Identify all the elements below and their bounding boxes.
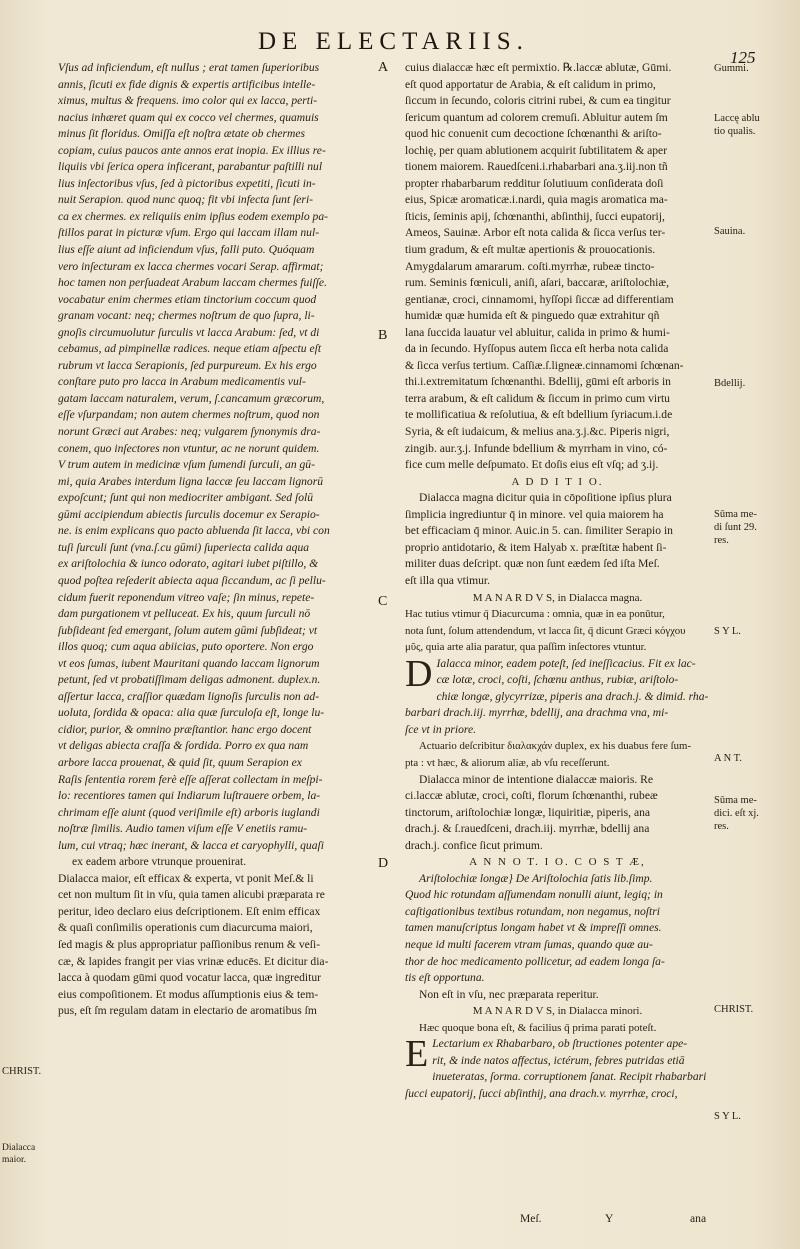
text-line: Ialacca minor, eadem poteſt, ſed ineſſicacius. Fit ex lac- [436, 656, 696, 670]
text-line: eius, Spicæ aromaticæ.i.nardi, quia magis aromatica ma- [405, 193, 668, 207]
text-line: noſtræ ſimilis. Audio tamen viſum eſſe V enetiis ramu- [58, 822, 308, 836]
text-line: lo: recentiores tamen qui Indiarum luſtrauere orbem, la- [58, 789, 321, 803]
text-line: tium gradum, & eſt multæ apertionis & prouocationis. [405, 243, 656, 257]
text-line: Amygdalarum amararum. coſti.myrrhæ, rubeæ tincto- [405, 259, 655, 273]
margin-note-summa: Sūma me- [714, 509, 757, 520]
text-line: vocabatur enim chermes etiam tinctorium coccum quod [58, 292, 317, 306]
page-number: 125 [730, 48, 756, 67]
text-line: rubrum vt lacca Serapionis, ſed purpureum. Ex his ergo [58, 358, 317, 372]
text-line: terra arabum, & eſt calidum & ſiccum in primo cum virtu [405, 391, 670, 405]
text-line: lum, cui vtraq; hæc inerant, & lacca et caryophylli, quaſi [58, 838, 324, 852]
text-line: ximus, multus & frequens. imo color qui ex lacca, perti- [58, 94, 318, 108]
margin-note-summa: dici. eſt xj. [714, 808, 759, 819]
text-line: ſimplicia ingrediuntur q̄ in minore. vel quia maiorem ha [405, 507, 664, 521]
text-line: copiam, cuius paucos ante annos erat inopia. Ex illius re- [58, 143, 326, 157]
right-column [405, 60, 710, 1102]
text-line: nuit Serapion. quod nunc quoq; fit vbi infecta ſunt ſeri- [58, 193, 314, 207]
text-line: pus, eſt ſm regulam datam in electario de aromatibus ſm [58, 1004, 317, 1018]
section-letter-d: D [378, 856, 389, 871]
text-line: peritur, ideo declaro eius deſcriptionem. Eſt enim efficax [58, 904, 321, 918]
text-line: Dialacca maior, eſt efficax & experta, vt ponit Meſ.& li [58, 871, 314, 885]
drop-cap: D [405, 652, 433, 695]
text-line: illos quoq; cum aqua abiicias, puto oportere. Non ergo [58, 640, 314, 654]
text-line: thor de hoc medicamento pollicetur, ad eadem longa ſa- [405, 954, 665, 968]
text-line: Dialacca minor de intentione dialaccæ maioris. Re [419, 772, 654, 786]
page-title: DE ELECTARIIS. [258, 28, 529, 55]
text-line: liquiis vbi ſerica opera inficerant, parabantur paſtilli nul [58, 160, 323, 174]
costae-paragraph [405, 871, 710, 987]
margin-note-syl: S Y L. [714, 1111, 741, 1122]
text-line: Quod hic rotundam aſſumendam nonulli aiunt, legiq; in [405, 888, 663, 902]
sylvius-paragraph [405, 652, 710, 739]
text-line: ſucci eupatorij, ſucci abſinthij, ana drach.v. myrrhæ, croci, [405, 1086, 678, 1100]
text-line: norunt Græci aut Arabes: neq; vulgarem ſynonymis dra- [58, 425, 321, 439]
text-line: lius inſectoribus vſus, ſed à pictoribus expetiti, ſicuti in- [58, 176, 316, 190]
recipe-paragraph [405, 60, 710, 474]
margin-note-summa: di ſunt 29. [714, 522, 757, 533]
text-line: chiæ longæ, glycyrrizæ, piperis ana drach.j. & dimid. rha- [436, 689, 709, 703]
text-line: petunt, ſed vt probatiſſimam deligas admonent. duplex.n. [58, 673, 321, 687]
text-line: tamen manuſcriptus longam habet vt & impreſſi omnes. [405, 921, 662, 935]
text-line: eſſe vſurpandam; non autem chermes noſtrum, quod non [58, 408, 320, 422]
text-line: nacius inhæret quam qui ex cocco vel chermes, quamuis [58, 110, 319, 124]
text-line: ca ex chermes. ex reliquiis enim ipſius eodem exemplo pa- [58, 209, 329, 223]
text-line: drach.j. & ſ.rauedſceni, drach.iij. myrrhæ, bdellij ana [405, 822, 650, 836]
text-line: ſericum quantum ad colorem cremuſi. Abluitur autem ſm [405, 110, 668, 124]
text-line: gnoſis circumuolutur ſurculis vt lacca Arabum: ſed, vt di [58, 325, 320, 339]
text-line: vt eos ſumas, iubent Mauritani quando laccam lignorum [58, 656, 320, 670]
left-column [58, 60, 370, 1020]
text-line: cebamus, ad pimpinellæ radices. neque etiam aſpectu eſt [58, 342, 322, 356]
text-line: Lectarium ex Rhabarbaro, ob ſtructiones potenter ape- [432, 1037, 688, 1051]
text-line: dam purgationem vt pelluceat. Ex his, quum ſurculi nō [58, 607, 311, 621]
text-line: drach.j. confice ſicut primum. [405, 838, 543, 852]
text-line: & ſicca verſus tertium. Caſſiæ.ſ.ligneæ.cinnamomi ſchœnan- [405, 358, 684, 372]
text-line: humidæ quæ humida eſt & pinguedo quæ extrahitur qñ [405, 309, 660, 323]
text-line: Actuario deſcribitur διαλακχάν duplex, ex his duabus fere ſum- [419, 740, 692, 753]
text-line: ci.laccæ ablutæ, croci, coſti, florum ſchœnanthi, rubeæ [405, 789, 658, 803]
text-line: annis, ſicuti ex fide dignis & expertis artificibus intelle- [58, 77, 316, 91]
text-line: uoluta, ſordida & opaca: alia quæ ſurculoſa eſt, longe lu- [58, 706, 325, 720]
text-line: ſed magis & plus appropriatur paſſionibus renum & veſi- [58, 937, 321, 951]
text-line: gentianæ, croci, cinnamomi, hyſſopi ſiccæ ad differentiam [405, 292, 674, 306]
running-head [0, 28, 800, 67]
actuarius-paragraph [405, 738, 710, 771]
text-line: cæ, & lapides frangit per vias vrinæ educēs. Et dicitur dia- [58, 954, 329, 968]
catchword: ana [690, 1212, 707, 1225]
text-line: conem, quo inſectores non vtuntur, ac ne norunt quidem. [58, 441, 320, 455]
margin-note-gummi: Gummi. [714, 63, 749, 74]
section-letter-c: C [378, 594, 388, 609]
text-line: ſtillos parat in picturæ vſum. Ergo qui laccam illam nul- [58, 226, 320, 240]
text-line: expoſcunt; ſunt qui non mediocriter ambigant. Sed ſolū [58, 491, 314, 505]
manardus-paragraph [405, 606, 710, 656]
manardus-heading: M A N A R D V S, in Dialacca minori. [472, 1005, 643, 1018]
left-italic-text [58, 60, 370, 854]
costae-heading: A N N O T. I O. C O S T Æ, [469, 856, 646, 869]
text-line: Dialacca magna dicitur quia in cōpoſitione ipſius plura [419, 491, 672, 505]
text-line: inueteratas, ſorma. corruptionem ſanat. Recipit rhabarbari [432, 1070, 707, 1084]
text-line: cidior, purior, & omnino præſtantior. hanc ergo docent [58, 722, 312, 736]
additio-paragraph [405, 490, 710, 589]
left-roman-text [58, 854, 370, 1019]
text-line: cidum fuerit reponendum vitreo vaſe; ſin minus, repete- [58, 590, 315, 604]
text-line: da in ſecundo. Hyſſopus autem ſicca eſt herba nota calida [405, 342, 669, 356]
text-line: quod hic conuenit cum decoctione ſchœnanthi & ariſto- [405, 127, 662, 141]
text-line: ſiccum in ſecundo, coloris citrini rubei, & cum ea tingitur [405, 94, 671, 108]
text-line: Syria, & eſt iudaicum, & melius ana.ʒ.j.&c. Piperis nigri, [405, 425, 670, 439]
margin-note-summa: res. [714, 535, 729, 546]
text-line: gūmi accipiendum abiectis ſurculis docemur ex Serapio- [58, 507, 320, 521]
text-line: aſſertur lacca, craſſior quædam lignoſis ſurculis non ad- [58, 689, 320, 703]
text-line: eſt illa qua vtimur. [405, 573, 491, 587]
catchword: Meſ. [520, 1212, 542, 1225]
text-line: μῦς, quia arte alia paratur, qua paſſim inſectores vtuntur. [405, 641, 647, 654]
text-line: thi.i.extremitatum ſchœnanthi. Bdellij, gūmi eſt arboris in [405, 375, 671, 389]
text-line: caſtigationibus textibus rotundam, non negamus, noſtri [405, 904, 660, 918]
margin-note-christ: CHRIST. [714, 1004, 754, 1015]
margin-note-bdellij: Bdellij. [714, 378, 746, 389]
text-line: vero inſecturam ex lacca chermes vocari Serap. affirmat; [58, 259, 324, 273]
signature-mark: Y [605, 1212, 614, 1225]
margin-note-summa: Sūma me- [714, 795, 757, 806]
text-line: cuius dialaccæ hæc eſt permixtio. ℞.laccæ ablutæ, Gūmi. [405, 61, 672, 74]
electarium-paragraph [405, 1033, 710, 1102]
manardus-heading: M A N A R D V S, in Dialacca magna. [472, 591, 643, 604]
text-line: quod poſtea reſederit abiecta aqua ſiccandum, ac ſi pellu- [58, 573, 326, 587]
section-letter-b: B [378, 328, 388, 343]
text-line: ſticis, ſeminis apij, ſchœnanthi, abſinthij, ſucci eupatorij, [405, 209, 665, 223]
text-line: ſce vt in priore. [405, 722, 477, 736]
text-line: cet non multum ſit in vſu, quia tamen alicubi præparata re [58, 888, 325, 902]
text-line: ſubſideant ſed emergant, ſolum autem gūmi ſubſideat; vt [58, 623, 318, 637]
margin-note-sauina: Sauina. [714, 226, 746, 237]
manardus-minor-line: Hæc quoque bona eſt, & facilius q̄ prima parati poteſt. [419, 1021, 657, 1034]
text-line: gatam laccam naturalem, verum, ſ.cancamum græcorum, [58, 391, 325, 405]
text-line: lacca à quodam gūmi quod vocatur lacca, quæ ingreditur [58, 971, 322, 985]
text-line: & quaſi conſimilis operationis cum diacurcuma maiori, [58, 921, 313, 935]
text-line: minus ſit floridus. Omiſſa eſt noſtra ætate ob chermes [58, 127, 306, 141]
text-line: pta : vt hæc, & aliorum aliæ, ab vſu receſſerunt. [405, 756, 610, 769]
text-line: tionem maiorem. Rauedſceni.i.rhabarbari ana.ʒ.iij.non tñ [405, 160, 668, 174]
text-line: cæ lotæ, croci, coſti, ſchœnu anthus, rubiæ, ariſtolo- [436, 673, 679, 687]
text-line: rum. Seminis fœniculi, aniſi, aſari, baccaræ, ariſtolochiæ, [405, 276, 670, 290]
text-line: conſtare puto pro lacca in Arabum medicamentis vul- [58, 375, 306, 389]
margin-note-dialacca: Dialacca [2, 1143, 36, 1153]
additio-heading: A D D I T I O. [511, 475, 604, 488]
text-line: Ariſtolochiæ longæ} De Ariſtolochia ſatis lib.ſimp. [419, 871, 653, 885]
text-line: nota ſunt, ſolum attendendum, vt lacca ſit, q̄ dicunt Græci κόγχου [405, 624, 686, 637]
text-line: proprio antidotario, & item Halyab x. præſtitæ habent ſi- [405, 540, 667, 554]
text-line: mi, quia Arabes interdum ligna laccæ ſeu laccam lignorū [58, 474, 324, 488]
text-line: barbari drach.iij. myrrhæ, bdellij, ana drachma vna, mi- [405, 706, 669, 720]
margin-note-christ: CHRIST. [2, 1066, 42, 1077]
margin-note-ant: A N T. [714, 753, 742, 764]
drop-cap: E [405, 1033, 429, 1076]
text-line: rit, & inde natos affectus, ictérum, febres putridas etiā [432, 1053, 685, 1067]
text-line: ne. is enim explicans quo pacto abluenda ſit lacca, vbi con [58, 524, 330, 538]
text-line: tis eſt opportuna. [405, 971, 485, 985]
text-line: eſt quod apportatur de Arabia, & eſt calidum in primo, [405, 77, 656, 91]
text-line: militer duas deſcript. quæ non ſunt eædem ſed iſta Meſ. [405, 557, 660, 571]
text-line: Ameos, Sauinæ. Arbor eſt nota calida & ſicca verſus ter- [405, 226, 666, 240]
text-line: tinctorum, ariſtolochiæ longæ, liquiritiæ, piperis, ana [405, 805, 651, 819]
text-line: bet efficaciam q̄ minor. Auic.in 5. can. ſimiliter Serapio in [405, 524, 673, 538]
text-line: Hac tutius vtimur q̄ Diacurcuma : omnia, quæ in ea ponūtur, [405, 608, 665, 621]
text-line: ex eadem arbore vtrunque prouenirat. [72, 855, 247, 869]
margin-note-laccae: tio qualis. [714, 126, 756, 137]
text-line: granam vocant: neq; chermes noſtrum de quo ſupra, li- [58, 309, 315, 323]
section-letter-a: A [378, 60, 389, 75]
text-line: lius eſſe aiunt ad inficiendum vſus, falli puto. Quóquam [58, 243, 315, 257]
text-line: V trum autem in medicinæ vſum ſumendi ſurculi, an gū- [58, 458, 315, 472]
text-line: eius compoſitionem. Et modus aſſumptionis eius & tem- [58, 987, 319, 1001]
not-in-use-line: Non eſt in vſu, nec præparata reperitur. [419, 987, 599, 1001]
text-line: neque id multi facerem vtram ſumas, quando quæ au- [405, 937, 653, 951]
text-line: vt deligas abiecta craſſa & ſordida. Porro ex qua nam [58, 739, 309, 753]
margin-note-dialacca: maior. [2, 1155, 27, 1165]
margin-note-laccae: Laccę ablu [714, 113, 760, 124]
text-line: arbore lacca prouenat, & quid ſit, quum Serapion ex [58, 755, 302, 769]
text-line: ex ariſtolochia & iunco odorato, agitari iubet piſtillo, & [58, 557, 319, 571]
text-line: te mollificatiua & reſolutiua, & eſt bdellium ſyriacum.i.de [405, 408, 673, 422]
dialacca-minor-paragraph [405, 772, 710, 855]
margin-note-summa: res. [714, 821, 729, 832]
text-line: Vſus ad inficiendum, eſt nullus ; erat tamen ſuperioribus [58, 61, 320, 74]
text-line: hoc tamen non perſuadeat Arabum laccam chermes fuiſſe. [58, 276, 327, 290]
text-line: tuſi ſurculi ſunt (vna.ſ.cu gūmi) ſuperiecta calida aqua [58, 540, 310, 554]
text-line: fice cum melle deſpumato. Et doſis eius eſt vſq; ad ʒ.ij. [405, 458, 659, 472]
text-line: chrimam eſſe aiunt (quod veriſimile eſt) arboris iuglandi [58, 805, 320, 819]
text-line: propter rhabarbarum redditur ſolutiuum conſiderata doſi [405, 176, 664, 190]
text-line: Raſis ſententia rorem ferè eſſe aſſerat collectam in meſpi- [58, 772, 323, 786]
margin-note-syl: S Y L. [714, 626, 741, 637]
text-line: lochię, per quam ablutionem acquirit ſubtilitatem & aper [405, 143, 668, 157]
text-line: lana ſuccida lauatur vel abluitur, calida in primo & humi- [405, 325, 670, 339]
text-line: zingib. aur.ʒ.j. Infunde bdellium & myrrham in vino, có- [405, 441, 668, 455]
